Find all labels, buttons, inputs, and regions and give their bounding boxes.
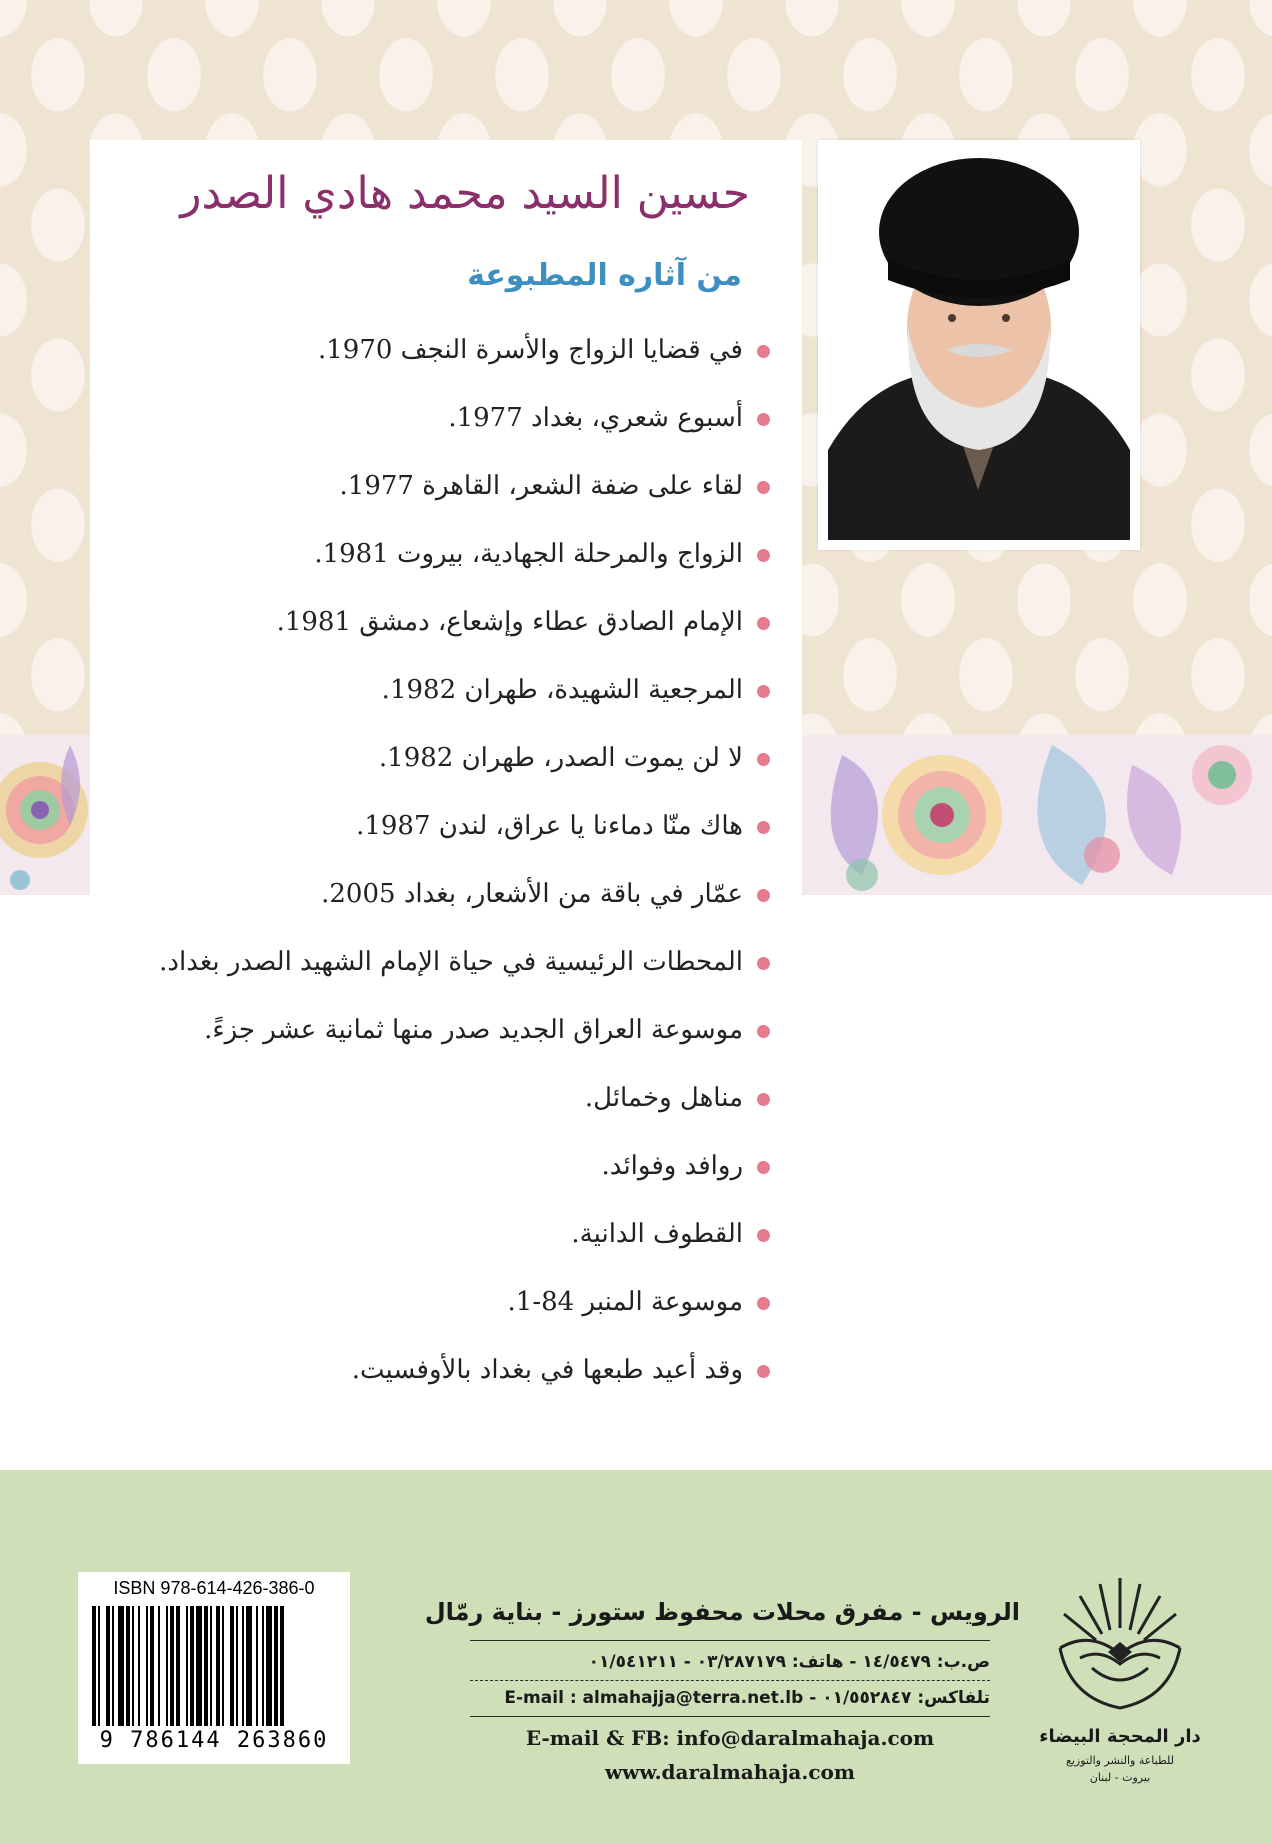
divider-line — [470, 1640, 990, 1641]
list-item: المرجعية الشهيدة، طهران 1982. — [110, 665, 770, 733]
publisher-logo-location: بيروت - لبنان — [1089, 1771, 1151, 1784]
isbn-barcode — [78, 1572, 350, 1764]
list-item: الإمام الصادق عطاء وإشعاع، دمشق 1981. — [110, 597, 770, 665]
list-item: في قضايا الزواج والأسرة النجف 1970. — [110, 325, 770, 393]
list-item: عمّار في باقة من الأشعار، بغداد 2005. — [110, 869, 770, 937]
publisher-email-fb: E-mail & FB: info@daralmahaja.com — [525, 1726, 935, 1750]
bullet-dot-icon — [757, 549, 770, 562]
bullet-dot-icon — [757, 1229, 770, 1242]
paisley-ornament-right — [802, 735, 1272, 895]
publisher-fax-email: تلفاكس: ٠١/٥٥٢٨٤٧ - E-mail : almahajja@terra.net.lb — [504, 1688, 990, 1708]
bullet-dot-icon — [757, 957, 770, 970]
list-item: مناهل وخمائل. — [110, 1073, 770, 1141]
publisher-logo-name: دار المحجة البيضاء — [1039, 1726, 1201, 1747]
list-item: موسوعة العراق الجديد صدر منها ثمانية عشر جزءً. — [110, 1005, 770, 1073]
list-item: لقاء على ضفة الشعر، القاهرة 1977. — [110, 461, 770, 529]
bullet-dot-icon — [757, 753, 770, 766]
bullet-dot-icon — [757, 821, 770, 834]
publisher-website: www.daralmahaja.com — [604, 1760, 856, 1784]
barcode-graphic — [92, 1606, 336, 1726]
divider-dashed-line — [470, 1680, 990, 1681]
list-item: روافد وفوائد. — [110, 1141, 770, 1209]
publisher-logo-book-icon — [1030, 1568, 1210, 1728]
list-item: لا لن يموت الصدر، طهران 1982. — [110, 733, 770, 801]
isbn-number: ISBN 978-614-426-386-0 — [113, 1578, 315, 1598]
bullet-dot-icon — [757, 345, 770, 358]
portrait-photo — [828, 150, 1130, 540]
author-name: حسين السيد محمد هادي الصدر — [180, 168, 750, 219]
bullet-dot-icon — [757, 889, 770, 902]
list-item: أسبوع شعري، بغداد 1977. — [110, 393, 770, 461]
bullet-dot-icon — [757, 685, 770, 698]
divider-line — [470, 1716, 990, 1717]
list-item: هاك منّا دماءنا يا عراق، لندن 1987. — [110, 801, 770, 869]
publisher-logo-tagline: للطباعة والنشر والتوزيع — [1065, 1754, 1174, 1767]
list-item: المحطات الرئيسية في حياة الإمام الشهيد الصدر بغداد. — [110, 937, 770, 1005]
publisher-logo — [1030, 1568, 1210, 1798]
list-item: موسوعة المنبر 84-1. — [110, 1277, 770, 1345]
bullet-dot-icon — [757, 1161, 770, 1174]
publisher-po-phone: ص.ب: ١٤/٥٤٧٩ - هاتف: ٠٣/٢٨٧١٧٩ - ٠١/٥٤١٢١١ — [588, 1652, 990, 1672]
bullet-dot-icon — [757, 1025, 770, 1038]
barcode-digits: 9 786144 263860 — [99, 1728, 329, 1753]
bullet-dot-icon — [757, 413, 770, 426]
works-list — [110, 325, 770, 1413]
paisley-ornament-left — [0, 735, 90, 895]
printed-works-heading: من آثاره المطبوعة — [467, 258, 742, 293]
bullet-dot-icon — [757, 1365, 770, 1378]
publisher-address: الرويس - مفرق محلات محفوظ ستورز - بناية رمّال — [424, 1598, 1020, 1626]
list-item: الزواج والمرحلة الجهادية، بيروت 1981. — [110, 529, 770, 597]
bullet-dot-icon — [757, 1093, 770, 1106]
bullet-dot-icon — [757, 617, 770, 630]
bullet-dot-icon — [757, 1297, 770, 1310]
bullet-dot-icon — [757, 481, 770, 494]
author-portrait — [818, 140, 1140, 550]
list-item: القطوف الدانية. — [110, 1209, 770, 1277]
list-item: وقد أعيد طبعها في بغداد بالأوفسيت. — [110, 1345, 770, 1413]
